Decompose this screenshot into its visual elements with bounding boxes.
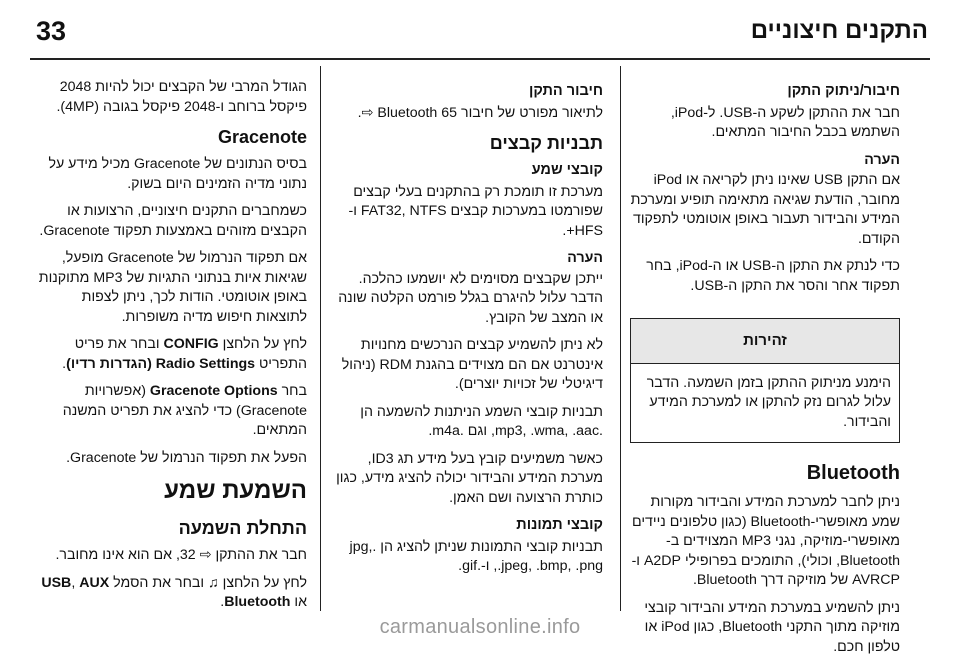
audio-files-text: מערכת זו תומכת רק בהתקנים בעלי קבצים שפורמטו במערכות קבצים FAT32, NTFS ו-HFS+. xyxy=(348,183,603,239)
usb-label: USB xyxy=(41,574,72,591)
image-files-text: תבניות קובצי התמונות שניתן להציג הן .jpg, .jpeg, .bmp, .png, ו-.gif. xyxy=(349,538,603,574)
note-text-2: ייתכן שקבצים מסוימים לא יושמעו כהלכה. הדבר עלול להיגרם בגלל פורמט הקלטה שונה או המצב של הקובץ. xyxy=(338,270,603,326)
press-instruction: לחץ על הלחצן ♫ ובחר את הסמל USB, AUX או Bluetooth. xyxy=(41,574,307,610)
gracenote-text-3: אם תפקוד הנרמול של Gracenote מופעל, שגיאות איות בנתוני התגיות של MP3 מתוקנות באופן אוטומטי. הודות לכך, ניתן לצפות לתוצאות חיפוש מדיה משופרות. xyxy=(38,250,307,325)
device-text: לתיאור מפורט של חיבור Bluetooth 65 ⇨. xyxy=(357,104,603,121)
column-left xyxy=(35,78,307,621)
aux-label: AUX xyxy=(79,574,110,591)
audio-files-heading: קובצי שמע xyxy=(531,162,603,178)
id3-text: כאשר משמיעים קובץ בעל מידע תג ID3, מערכת המידע והבידור יכולה להציג מידע, כגון כותרת הרצועה ושם האמן. xyxy=(336,450,603,506)
formats-text: תבניות קובצי השמע הניתנות להשמעה הן .mp3, .wma, .aac, וגם .m4a. xyxy=(360,403,603,439)
start-play-text: חבר את ההתקן ⇨ 32, אם הוא אינו מחובר. xyxy=(55,547,307,563)
gracenote-options-label: Gracenote Options xyxy=(149,383,278,399)
play-heading: השמעת שמע xyxy=(164,477,307,504)
note-title: הערה xyxy=(864,151,900,168)
note-title-2: הערה xyxy=(567,250,603,266)
connect-heading: חיבור/ניתוק התקן xyxy=(787,83,900,99)
bluetooth-heading: Bluetooth xyxy=(806,462,900,484)
bluetooth-text-1: ניתן לחבר למערכת המידע והבידור מקורות שמע מאופשרי-Bluetooth (כגון טלפונים ניידים מאופשרי-מוזיקה, נגני MP3 המצוידים ב-Bluetooth, וכולי), התומכים בפרופילי A2DP ו-AVRCP של מוזיקה דרך Bluetooth. xyxy=(631,494,900,588)
image-size-text: הגודל המרבי של הקבצים יכול להיות 2048 פיקסל ברוחב ו-2048 פיקסל בגובה (4MP). xyxy=(56,79,307,115)
gracenote-text-1: בסיס הנתונים של Gracenote מכיל מידע על נתוני מדיה הזמינים היום בשוק. xyxy=(48,156,307,192)
enable-text: הפעל את תפקוד הנרמול של Gracenote. xyxy=(66,449,307,466)
warning-box xyxy=(630,318,900,443)
gracenote-heading: Gracenote xyxy=(217,127,307,147)
file-formats-heading: תבניות קבצים xyxy=(489,133,603,153)
image-files-heading: קובצי תמונות xyxy=(516,517,603,533)
connect-text: חבר את ההתקן לשקע ה-USB. ל-iPod, השתמש בכבל החיבור המתאים. xyxy=(670,104,900,140)
header-divider xyxy=(30,58,930,60)
start-play-heading: התחלת השמעה xyxy=(178,518,307,538)
note-text: אם התקן USB שאינו ניתן לקריאה או iPod מחובר, הודעת שגיאה מתאימה תופיע ומערכת המידע והבידור תעבור באופן אוטומטי לתפקוד הקודם. xyxy=(630,172,900,247)
bluetooth-label: Bluetooth xyxy=(224,594,291,610)
bluetooth-text-2: ניתן להשמיע במערכת המידע והבידור קובצי מוזיקה מתוך התקני Bluetooth, כגון iPod או טלפון חכם. xyxy=(644,599,900,655)
disconnect-text: כדי לנתק את התקן ה-USB או ה-iPod, בחר תפקוד אחר והסר את התקן ה-USB. xyxy=(646,258,900,294)
device-heading: חיבור התקן xyxy=(528,83,603,99)
warning-text: הימנע מניתוק ההתקן בזמן השמעה. הדבר עלול לגרום נזק להתקן או למערכת המידע והבידור. xyxy=(646,374,891,430)
watermark: carmanualsonline.info xyxy=(379,615,581,638)
page-number: 33 xyxy=(36,15,67,46)
chapter-title: התקנים חיצוניים xyxy=(750,17,928,44)
media-icon: ♫ xyxy=(208,574,219,591)
page-header xyxy=(36,10,928,52)
warning-title: זהירות xyxy=(631,319,899,364)
config-instruction: לחץ על הלחצן CONFIG ובחר את פריט התפריט Radio Settings (הגדרות רדיו). xyxy=(62,336,307,372)
column-right xyxy=(630,78,900,665)
column-divider-right xyxy=(620,66,621,611)
column-middle xyxy=(335,78,603,585)
gracenote-text-2: כשמחברים התקנים חיצוניים, הרצועות או הקבצים מזוהים באמצעות תפקוד Gracenote. xyxy=(39,203,307,239)
drm-text: לא ניתן להשמיע קבצים הנרכשים מחנויות אינטרנט אם הם מצוידים בהגנת RDM (ניהול דיגיטלי של זכויות יוצרים). xyxy=(341,337,603,392)
config-button-label: CONFIG xyxy=(163,336,219,352)
options-instruction: בחר Gracenote Options (אפשרויות Gracenote) כדי להציג את תפריט המשנה המתאים. xyxy=(62,383,307,438)
column-divider-left xyxy=(320,66,321,611)
radio-settings-label: Radio Settings (הגדרות רדיו) xyxy=(66,355,256,372)
